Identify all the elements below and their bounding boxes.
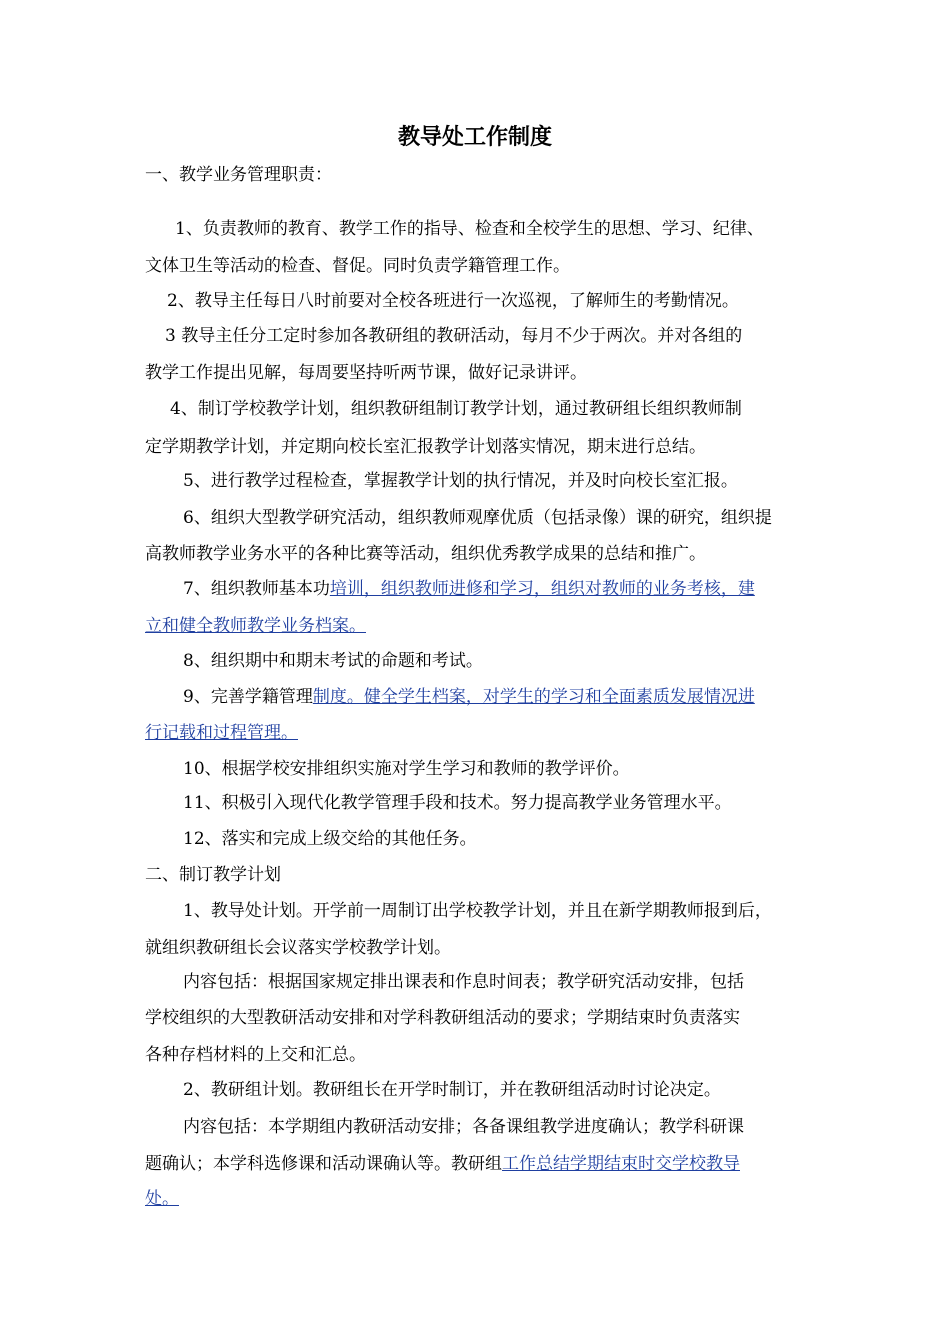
text-segment: 教学工作提出见解，每周要坚持听两节课，做好记录讲评。 [145,363,587,383]
text-segment: 一、教学业务管理职责： [145,165,332,185]
text-segment: 4、制订学校教学计划，组织教研组制订教学计划，通过教研组长组织教师制 [170,399,742,419]
text-segment: 二、制订教学计划 [145,865,281,885]
text-line [145,164,810,186]
text-segment: 7、组织教师基本功 [183,579,330,599]
text-line [145,828,848,850]
hyperlink-text[interactable]: 工作总结学期结束时交学校教导 [502,1154,740,1174]
hyperlink-text[interactable]: 制度。健全学生档案，对学生的学习和全面素质发展情况进 [312,687,755,707]
hyperlink-text[interactable]: 处。 [145,1189,179,1209]
text-segment: 12、落实和完成上级交给的其他任务。 [183,829,477,849]
text-segment: 3 教导主任分工定时参加各教研组的教研活动，每月不少于两次。并对各组的 [165,326,743,346]
text-segment: 2、教研组计划。教研组长在开学时制订，并在教研组活动时讨论决定。 [183,1080,721,1100]
text-line [145,325,830,347]
text-segment: 2、教导主任每日八时前要对全校各班进行一次巡视，了解师生的考勤情况。 [167,291,739,311]
text-line [145,615,810,637]
text-line [145,792,848,814]
text-segment: 定学期教学计划，并定期向校长室汇报教学计划落实情况，期末进行总结。 [145,437,706,457]
text-line [145,900,848,922]
text-segment: 1、教导处计划。开学前一周制订出学校教学计划，并且在新学期教师报到后， [183,901,772,921]
text-line [145,971,848,993]
text-segment: 学校组织的大型教研活动安排和对学科教研组活动的要求；学期结束时负责落实 [145,1008,740,1028]
text-segment: 就组织教研组长会议落实学校教学计划。 [145,938,451,958]
text-line [145,650,848,672]
text-line [145,362,810,384]
text-line [145,686,848,708]
text-segment: 文体卫生等活动的检查、督促。同时负责学籍管理工作。 [145,256,570,276]
text-line [145,758,848,780]
text-line [145,722,810,744]
document-title: 教导处工作制度 [397,125,552,150]
hyperlink-text[interactable]: 行记载和过程管理。 [145,723,298,743]
text-segment: 11、积极引入现代化教学管理手段和技术。努力提高教学业务管理水平。 [183,793,732,813]
text-segment: 8、组织期中和期末考试的命题和考试。 [183,651,483,671]
text-segment: 内容包括：根据国家规定排出课表和作息时间表；教学研究活动安排，包括 [183,972,744,992]
text-line [145,1044,810,1066]
hyperlink-text[interactable]: 立和健全教师教学业务档案。 [145,616,366,636]
text-line [145,543,810,565]
text-segment: 1、负责教师的教育、教学工作的指导、检查和全校学生的思想、学习、纪律、 [175,219,764,239]
text-line [145,1007,810,1029]
text-line [145,1116,848,1138]
text-line [145,470,848,492]
text-line [145,937,810,959]
text-line [145,864,810,886]
text-segment: 5、进行教学过程检查，掌握教学计划的执行情况，并及时向校长室汇报。 [183,471,738,491]
text-line [145,290,832,312]
text-segment: 题确认；本学科选修课和活动课确认等。教研组 [145,1154,502,1174]
text-segment: 各种存档材料的上交和汇总。 [145,1045,366,1065]
text-segment: 9、完善学籍管理 [183,687,313,707]
text-line [145,255,810,277]
text-line [145,218,840,240]
hyperlink-text[interactable]: 培训，组织教师进修和学习，组织对教师的业务考核，建 [329,579,755,599]
text-line [145,578,848,600]
text-line [145,1188,810,1210]
text-line [145,436,810,458]
text-segment: 高教师教学业务水平的各种比赛等活动，组织优秀教学成果的总结和推广。 [145,544,706,564]
text-line [145,1079,848,1101]
text-segment: 内容包括：本学期组内教研活动安排；各备课组教学进度确认；教学科研课 [183,1117,744,1137]
text-line [145,1153,810,1175]
text-segment: 10、根据学校安排组织实施对学生学习和教师的教学评价。 [183,759,630,779]
text-line [145,398,835,420]
text-line [145,507,848,529]
text-segment: 6、组织大型教学研究活动，组织教师观摩优质（包括录像）课的研究，组织提 [183,508,772,528]
